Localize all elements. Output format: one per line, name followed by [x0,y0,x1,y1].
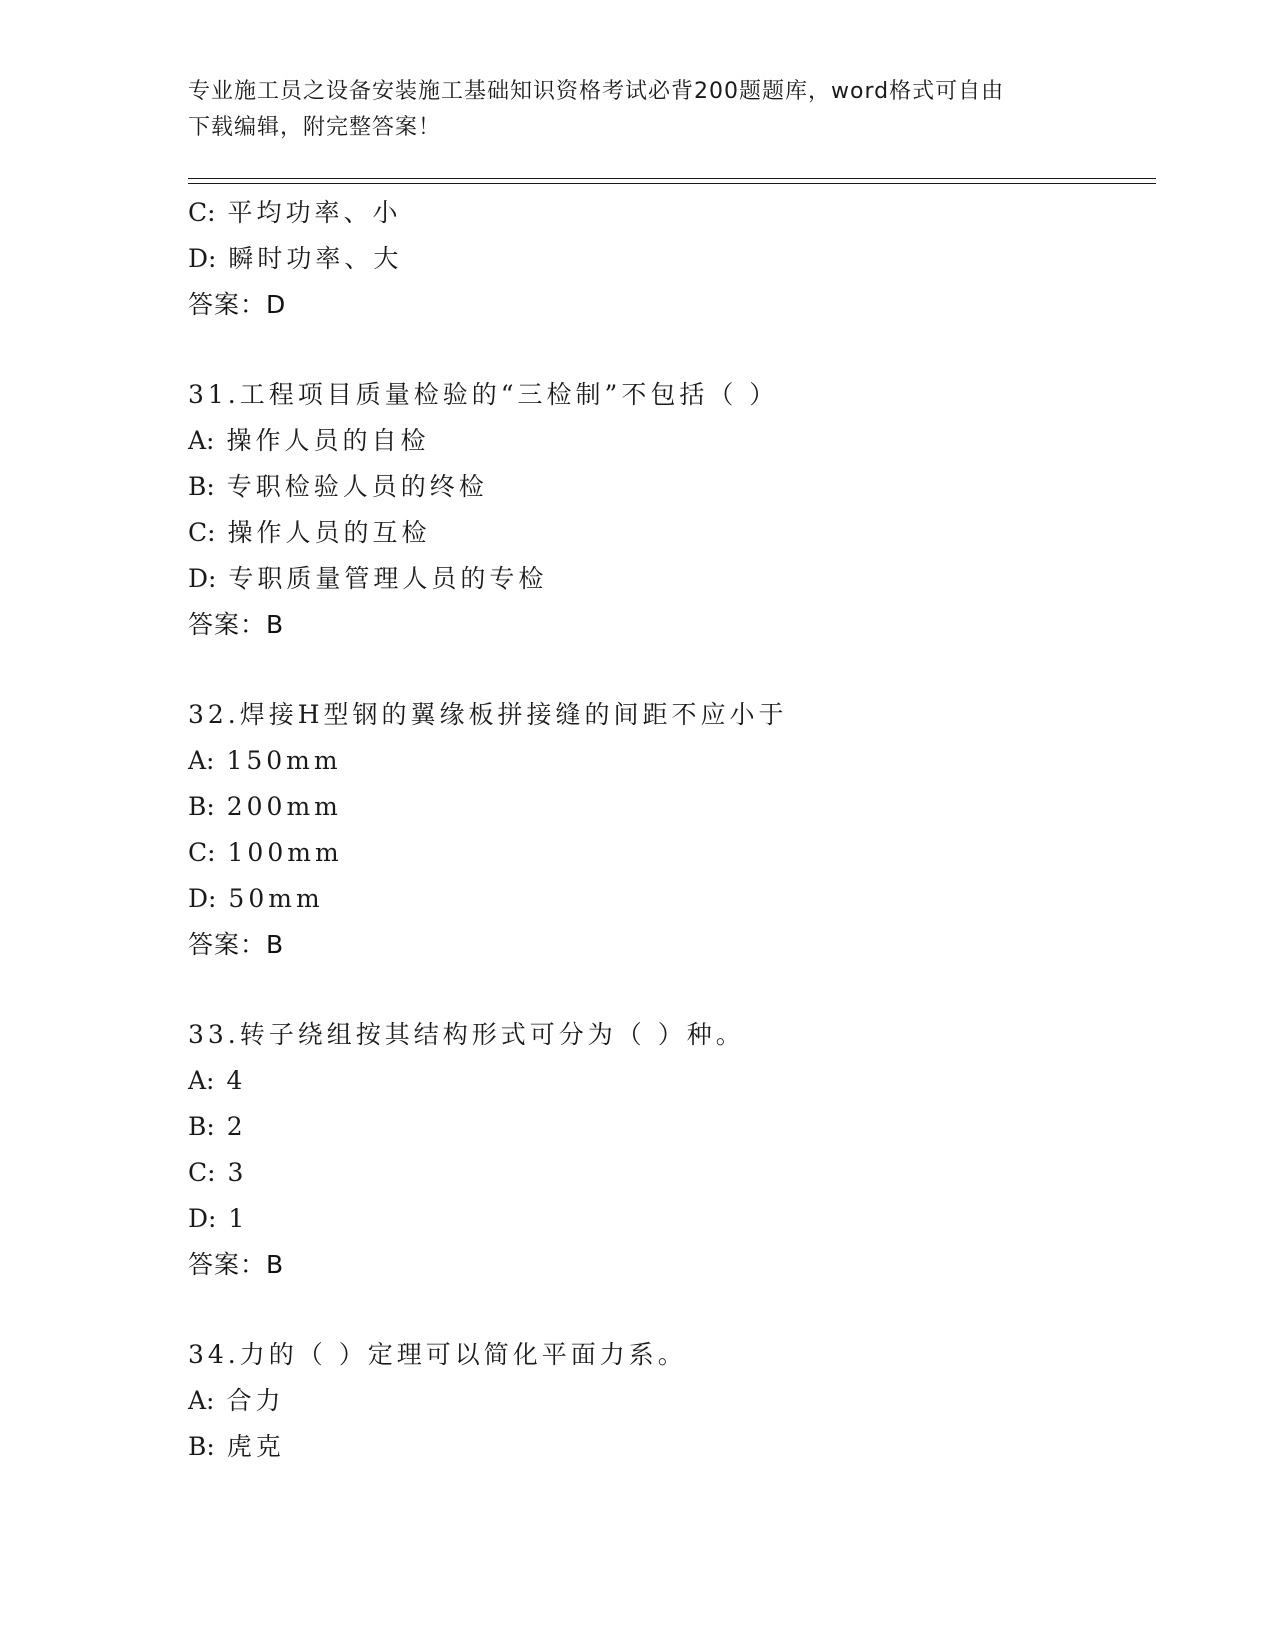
option-label: D: [188,564,217,593]
question-block-33 [188,1012,1156,1288]
option-label: B: [188,1112,215,1141]
option-c [188,510,1156,556]
option-c [188,1150,1156,1196]
option-text: 200mm [226,792,342,821]
question-block-32 [188,692,1156,968]
option-d [188,556,1156,602]
option-label: A: [188,746,215,775]
option-label: A: [188,1066,215,1095]
option-label: B: [188,472,215,501]
option-label: A: [188,426,215,455]
option-text: 合力 [226,1386,285,1415]
answer-line: 答案：B [188,930,285,959]
header-divider [188,178,1156,179]
question-stem: 31.工程项目质量检验的“三检制”不包括（ ） [188,380,779,409]
option-text: 操作人员的自检 [226,426,430,455]
option-text: 虎克 [226,1432,285,1461]
question-stem: 32.焊接H型钢的翼缘板拼接缝的间距不应小于 [188,700,788,729]
header-divider-secondary [188,183,1156,184]
option-a [188,1058,1156,1104]
option-d [188,236,1156,282]
option-b [188,464,1156,510]
option-text: 150mm [226,746,342,775]
question-block-34 [188,1332,1156,1470]
answer-line: 答案：B [188,1250,285,1279]
answer-line: 答案：D [188,290,287,319]
option-label: C: [188,518,216,547]
question-stem: 33.转子绕组按其结构形式可分为（ ）种。 [188,1020,745,1049]
option-text: 1 [228,1204,249,1233]
answer-line: 答案：B [188,610,285,639]
option-text: 操作人员的互检 [227,518,431,547]
option-text: 4 [226,1066,247,1095]
question-stem: 34.力的（ ）定理可以简化平面力系。 [188,1340,687,1369]
option-text: 专职质量管理人员的专检 [228,564,548,593]
option-text: 2 [226,1112,247,1141]
option-b [188,784,1156,830]
option-text: 专职检验人员的终检 [226,472,488,501]
question-block-30 [188,190,1156,328]
header-line-1: 专业施工员之设备安装施工基础知识资格考试必背200题题库，word格式可自由 [188,79,1005,104]
option-label: C: [188,198,216,227]
option-label: D: [188,884,217,913]
option-text: 50mm [228,884,324,913]
option-b [188,1104,1156,1150]
option-label: B: [188,1432,215,1461]
document-header [188,74,1068,146]
option-d [188,876,1156,922]
option-d [188,1196,1156,1242]
option-c [188,190,1156,236]
option-text: 100mm [227,838,343,867]
option-label: C: [188,1158,216,1187]
option-a [188,418,1156,464]
option-label: A: [188,1386,215,1415]
option-text: 平均功率、小 [227,198,402,227]
option-label: B: [188,792,215,821]
option-a [188,1378,1156,1424]
option-label: D: [188,1204,217,1233]
option-label: D: [188,244,217,273]
option-label: C: [188,838,216,867]
option-a [188,738,1156,784]
question-list [188,190,1156,1470]
option-text: 瞬时功率、大 [228,244,403,273]
option-c [188,830,1156,876]
option-text: 3 [227,1158,248,1187]
option-b [188,1424,1156,1470]
header-line-2: 下载编辑，附完整答案！ [188,115,442,140]
question-block-31 [188,372,1156,648]
